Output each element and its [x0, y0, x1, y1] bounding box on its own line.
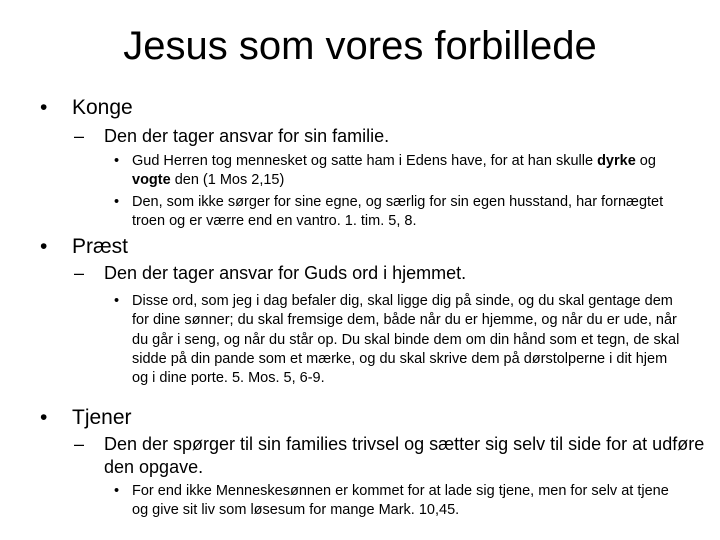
sub-bullet-tjener: [74, 433, 720, 479]
bullet-dot: •: [40, 235, 48, 258]
point-dot: •: [114, 194, 120, 210]
bullet-praest: [40, 234, 128, 260]
bullet-dot: •: [40, 406, 48, 429]
dash-marker: –: [74, 263, 85, 283]
bullet-tjener: [40, 405, 132, 431]
point-text: Disse ord, som jeg i dag befaler dig, skal ligge dig på sinde, og du skal gentage dem for dine sønner; du skal fremsige dem, både når du er hjemme, og når du er ude, når du går i seng, og når du står op. Du skal binde dem om din hånd som et tegn, de skal sidde på din pande som et mærke, og du skal skrive dem på dørstolperne i dit hjem og i dine porte. 5. Mos. 5, 6-9.: [132, 293, 680, 387]
sub-bullet-praest: [74, 262, 694, 285]
point-dot: •: [114, 293, 120, 309]
point-mark: [114, 482, 684, 521]
sub-bullet-text: Den der tager ansvar for Guds ord i hjemmet.: [104, 263, 467, 283]
bullet-label: Præst: [72, 235, 129, 258]
emphasis-dyrke: dyrke: [597, 153, 636, 169]
point-text: For end ikke Menneskesønnen er kommet for at lade sig tjene, men for selv at tjene og give sit liv som løsesum for mange Mark. 10,45.: [132, 483, 669, 519]
sub-bullet-text: Den der tager ansvar for sin familie.: [104, 126, 390, 146]
point-guds-ord: [114, 292, 684, 388]
point-husstand: [114, 193, 684, 232]
bullet-konge: [40, 95, 133, 121]
point-text: Gud Herren tog mennesket og satte ham i Edens have, for at han skulle dyrke og vogte den (1 Mos 2,15): [132, 153, 656, 189]
dash-marker: –: [74, 126, 85, 146]
bullet-label: Konge: [72, 96, 133, 119]
point-eden: [114, 152, 684, 191]
sub-bullet-text: Den der spørger til sin families trivsel og sætter sig selv til side for at udføre den opgave.: [104, 434, 705, 477]
point-dot: •: [114, 483, 120, 499]
bullet-label: Tjener: [72, 406, 132, 429]
bullet-dot: •: [40, 96, 48, 119]
slide-title: Jesus som vores forbillede: [123, 24, 597, 68]
point-dot: •: [114, 153, 120, 169]
dash-marker: –: [74, 434, 85, 454]
point-text: Den, som ikke sørger for sine egne, og særlig for sin egen husstand, har fornægtet troen og er værre end en vantro. 1. tim. 5, 8.: [132, 194, 664, 230]
emphasis-vogte: vogte: [132, 172, 171, 189]
sub-bullet-konge: [74, 125, 694, 148]
